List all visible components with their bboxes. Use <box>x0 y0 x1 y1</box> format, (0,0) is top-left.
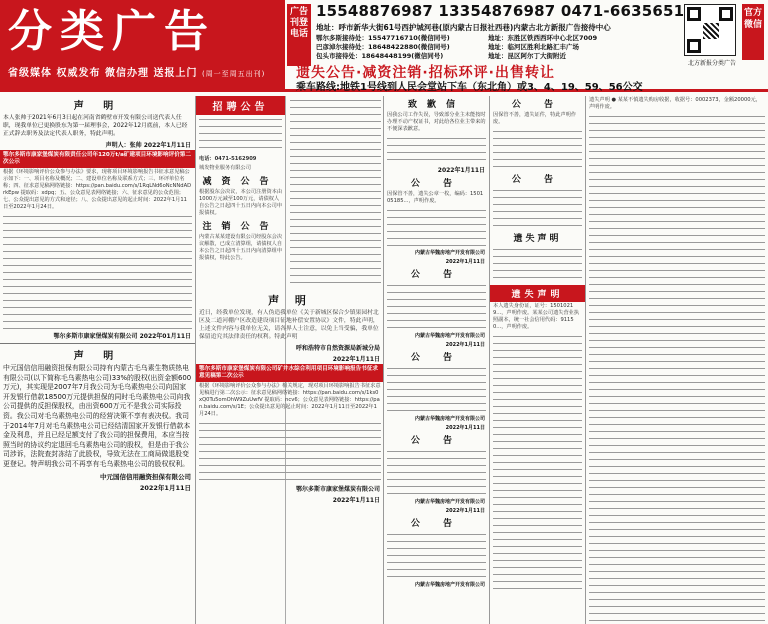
statement-block <box>196 292 384 505</box>
apology-date: 2022年1月11日 <box>437 167 485 174</box>
statement-block-title: 声 明 <box>268 294 312 307</box>
notice-2-title: 公 告 <box>410 270 463 280</box>
statement-block-date: 2022年1月11日 <box>332 356 380 363</box>
statement-block-body: 近日，经我单位发现，有人伪造我单位《关于新城区保合少镇果园村北区及二道河棚户区改造建设项目征地补偿安置协议》文件，特此声明，上述文件内容与我单位无关，请各界人士注意，以免上当受骗，我单位保留追究其法律责任的权利。特此声明 <box>199 310 379 340</box>
col5-lost-body: 遗失声明 ● 某某不慎遗失购房收据，收据号：0002373，金额20000元，声明作废。 <box>589 97 761 110</box>
dissolution-body: 内蒙古某某建设有限公司经股东会决议解散，已成立清算组，请债权人自本公告之日起四十五日内向清算组申报债权，特此公告。 <box>199 234 283 261</box>
bus-route: 乘车路线:地铁1号线到人民会堂站下车（东北角）或3、4、19、59、56公交 <box>296 82 643 93</box>
notice-signer: 声明人：张帅 2022年1月11日 <box>105 142 191 149</box>
notice-body: 本人张帅于2021年6月3日起在河南省鹤壁市开发有限公司送代表人任职，现我单位已更换股东为第一届理事会，2022年12月底前，本人已经正式辞去职务及法定代表人职务，特此声明。 <box>3 115 188 137</box>
col4-notice-1-body: 因保管不善，遗失证件，特此声明作废。 <box>493 112 577 125</box>
notice-4-date: 2022年1月11日 <box>445 508 485 514</box>
notice-4-signer: 内蒙古华魏房地产开发有限公司 <box>414 499 485 505</box>
official-wechat-tag: 官方微信 <box>742 4 764 60</box>
recruit-company: 城发物业服务有限公司 <box>199 165 251 171</box>
lost-statement-title: 遗失声明 <box>513 234 562 244</box>
dissolution-title: 注销公告 <box>202 222 279 232</box>
notice-1-body: 因保管不善，遗失公章一枚，编码：150105185...，声明作废。 <box>387 191 484 204</box>
reduction-title: 减资公告 <box>202 177 279 187</box>
water-project-date: 2022年1月11日 <box>332 497 380 504</box>
branch-ordos-address: 地址：东胜区铁西西环中心北区7009 <box>488 34 598 42</box>
notice-3-date: 2022年1月11日 <box>445 425 485 431</box>
col4-notice-1-title: 公 告 <box>511 100 564 110</box>
title-block <box>0 0 285 92</box>
statement-body: 中元国信信用融资担保有限公司持有内蒙古毛乌素生物质热电有限公司(以下简称毛乌素热电公司)33%的股权(出资金额600万元)，其实现是2007年7月我公司为毛乌素热电公司向国家开发银行借款18500万元提供担保的同时毛乌素热电公司向我公司提供的反担保股权，由出资600万元不是我公司实际投资。我公司对毛乌素热电公司的经营决策不享有表决权。我司于2014年7月对毛乌素热电公司已经结清国家开发银行借款本金及利息，并且已经足额支付了我公司的担保费用，本应当按照当时的协议约定退回毛乌素热电公司的股权，但是由于我公司涉诉，法院查封冻结了此股权，导致无法在工商局做退股变更登记。特声明我公司不再享有毛乌素热电公司的股权权利。 <box>3 364 192 468</box>
slogan <box>8 64 265 79</box>
recruit-phone: 电话：0471-5162909 <box>199 156 257 162</box>
notice-1-title: 公 告 <box>410 179 463 189</box>
environment-notice-body: 根据《环境影响评价公众参与办法》要求，现将项目环境影响报告书征求意见稿公示如下：一、项目名称及概况；二、建设单位名称及联系方式；三、环评单位名称；四、征求意见稿网络链接：https://pan.baidu.com/s/1RqLNd6oNcNNdADrkEpw 提取码：xdpq；五、公众意见表网络链接；六、征求意见的公众范围；七、公众提出意见的方式和途径；八、公众提出意见的起止时间：2022年1月11日至2022年1月24日。 <box>3 169 192 210</box>
column-2 <box>196 96 384 624</box>
wechat-qr-code[interactable] <box>684 4 736 56</box>
statement-date: 2022年1月11日 <box>139 483 191 492</box>
water-project-body: 根据《环境影响评价公众参与办法》相关规定，现对项目环境影响报告书征求意见稿进行第二次公示：征求意见稿网络链接：https://pan.baidu.com/s/1ks0xQ0Tu5omOhW9ZuUwfV 提取码：ncv6；公众意见表网络链接：https://pan.baidu.com/s/1E；公众提出意见的起止时间：2022年1月11日至2022年1月24日。 <box>199 383 381 417</box>
notice-2-signer: 内蒙古华魏房地产开发有限公司 <box>414 333 485 339</box>
slogan-text: 省级媒体 权威发布 微信办理 送报上门 <box>8 68 198 79</box>
apology-body: 因我公司工作失误，导致部分业主未能按时办理不动产权证书，对此给各位业主带来的不便深表歉意。 <box>387 112 486 132</box>
notice-3-title: 公 告 <box>410 353 463 363</box>
water-project-heading: 鄂尔多斯市康家堡煤炭有限公司矿井水综合利用项目环境影响报告书征求意见稿第二次公示 <box>196 364 384 382</box>
branch-baotou-address: 地址：昆区阿尔丁大街附近 <box>488 52 566 60</box>
environment-notice-heading: 鄂尔多斯市康家堡煤炭有限责任公司年120万t/a矿建项目环境影响评价第二次公示 <box>0 150 195 168</box>
services-banner: 遗失公告·减资注销·招标环评·出售转让 <box>296 65 555 81</box>
hotline-phones: 15548876987 13354876987 0471-6635651 <box>316 2 685 20</box>
column-3 <box>384 96 490 624</box>
lost-statement-body: 本人遗失身份证，证号：15010219...，声明作废。某某公司遗失营业执照副本，统一社会信用代码：91150...，声明作废。 <box>493 303 580 330</box>
statement-title: 声 明 <box>73 351 122 362</box>
branch-bayannur-address: 地址：临河区胜利北路汇丰广场 <box>488 43 579 51</box>
branch-bayannur: 巴彦淖尔接待处：18648422880(微信同号) <box>316 43 450 51</box>
notice-2-date: 2022年1月11日 <box>445 342 485 348</box>
masthead <box>0 0 768 92</box>
branch-ordos: 鄂尔多斯接待处：15547716710(微信同号) <box>316 34 450 42</box>
recruit-title: 招聘公告 <box>196 96 285 115</box>
notice-5-title: 公 告 <box>410 519 463 529</box>
environment-notice-date: 鄂尔多斯市康家堡煤炭有限公司 2022年01月11日 <box>53 333 191 340</box>
branch-baotou: 包头市接待处：18648448199(微信同号) <box>316 52 444 60</box>
notice-1-signer: 内蒙古华魏房地产开发有限公司 <box>414 250 485 256</box>
hotline-tag: 广告刊登电话 <box>287 4 311 66</box>
notice-3-signer: 内蒙古华魏房地产开发有限公司 <box>414 416 485 422</box>
statement-block-signer: 呼和浩特市自然资源局新城分局 <box>295 345 380 352</box>
page-title: 分类广告 <box>8 6 216 57</box>
water-project-signer: 鄂尔多斯市康家堡煤炭有限公司 <box>295 486 380 493</box>
apology-title: 致歉信 <box>407 100 465 110</box>
reduction-body: 根据股东会决议，本公司注册资本由1000万元减至100万元，请债权人自公告之日起四十五日内向本公司申报债权。 <box>199 189 283 216</box>
lost-statement-banner: 遗失声明 <box>490 285 585 302</box>
column-5 <box>586 96 768 624</box>
notice-4-title: 公 告 <box>410 436 463 446</box>
main-address: 地址：呼市新华大街61号西护城河巷(原内蒙古日报社西巷)内蒙古北方新报广告接待中心 <box>316 23 611 32</box>
qr-caption: 北方新报分类广告 <box>688 60 737 67</box>
column-4 <box>490 96 586 624</box>
environment-notice-details <box>0 212 195 330</box>
notice-1-date: 2022年1月11日 <box>445 259 485 265</box>
notice-5-signer: 内蒙古华魏房地产开发有限公司 <box>414 582 485 588</box>
slogan-hours: (周一至周五出刊) <box>201 70 266 78</box>
col4-notice-2-title: 公 告 <box>511 175 564 185</box>
column-1 <box>0 96 196 624</box>
notice-title: 声 明 <box>73 101 122 112</box>
statement-signer: 中元国信信用融资担保有限公司 <box>100 472 191 481</box>
